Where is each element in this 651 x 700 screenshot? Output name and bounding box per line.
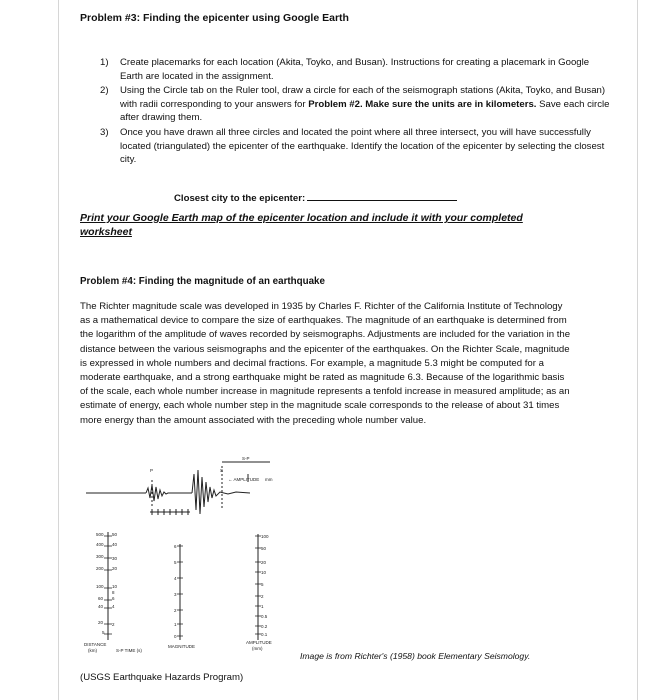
- richter-nomogram-figure: [80, 452, 290, 657]
- svg-text:10: 10: [261, 570, 267, 575]
- distance-scale: [96, 532, 118, 635]
- step-3: [100, 126, 612, 167]
- svg-text:2: 2: [261, 594, 264, 599]
- svg-text:1: 1: [174, 622, 177, 627]
- svg-text:4: 4: [112, 604, 115, 609]
- svg-text:0.2: 0.2: [261, 624, 268, 629]
- svg-text:50: 50: [261, 546, 267, 551]
- step-number: 1): [100, 57, 109, 68]
- svg-text:2: 2: [112, 622, 115, 627]
- step-number: 2): [100, 85, 109, 97]
- step-bold-ref: Problem #2.: [308, 98, 363, 110]
- svg-text:0.1: 0.1: [261, 632, 268, 637]
- svg-text:40: 40: [112, 542, 118, 547]
- svg-text:20: 20: [261, 560, 267, 565]
- svg-text:8: 8: [112, 590, 115, 595]
- mm-bottom-label: (mm): [252, 646, 263, 651]
- s-label: S: [220, 468, 224, 473]
- step-text: Create placemarks for each location (Akita, Toyko, and Busan). Instructions for creating a placemark in Google Earth are located in the assignment.: [120, 57, 590, 82]
- step-text: Once you have drawn all three circles and located the point where all three intersect, you will have successfully located (triangulated) the epicenter of the earthquake. Identify the location of the epicenter by selecting the closest city.: [120, 126, 605, 166]
- svg-text:30: 30: [112, 556, 118, 561]
- svg-text:10: 10: [112, 584, 118, 589]
- svg-text:4: 4: [174, 576, 177, 581]
- closest-city-label: Closest city to the epicenter:: [174, 193, 306, 204]
- source-citation: (USGS Earthquake Hazards Program): [80, 672, 244, 683]
- km-label: (km): [88, 648, 97, 653]
- p-label: P: [150, 468, 154, 473]
- mm-top-label: mm: [265, 477, 273, 482]
- svg-text:1: 1: [261, 604, 264, 609]
- magnitude-scale: [174, 544, 177, 639]
- closest-city-blank[interactable]: [307, 190, 457, 201]
- problem4-title: Problem #4: Finding the magnitude of an earthquake: [80, 276, 325, 287]
- step-text: Using the Circle tab on the Ruler tool, draw a circle for each of the seismograph stations (Akita, Toyko, and Busan) with radii corresponding to your answers for: [120, 85, 606, 110]
- svg-text:50: 50: [112, 532, 118, 537]
- figure-caption: Image is from Richter's (1958) book Elementary Seismology.: [300, 651, 531, 661]
- print-instruction: Print your Google Earth map of the epicenter location and include it with your completed worksheet: [80, 212, 523, 238]
- step-text-tail: Save each circle after drawing them.: [120, 98, 610, 124]
- amplitude-top-label: ← AMPLITUDE: [228, 477, 260, 482]
- svg-text:6: 6: [112, 596, 115, 601]
- p-wave-trace: [146, 485, 192, 501]
- svg-text:40: 40: [98, 604, 104, 609]
- svg-text:20: 20: [98, 620, 104, 625]
- magnitude-label: MAGNITUDE: [168, 644, 195, 649]
- svg-text:0.5: 0.5: [261, 614, 268, 619]
- step-1: [100, 56, 612, 83]
- step-bold-units: Make sure the units are in kilometers.: [362, 98, 537, 110]
- svg-text:3: 3: [174, 592, 177, 597]
- svg-text:300: 300: [96, 554, 104, 559]
- amplitude-scale: [261, 534, 269, 637]
- svg-text:100: 100: [96, 584, 104, 589]
- step-number: 3): [100, 126, 109, 138]
- closest-city-field[interactable]: [174, 190, 457, 204]
- richter-paragraph: The Richter magnitude scale was developed in 1935 by Charles F. Richter of the California Institute of Technology as a mathematical device to compare the size of earthquakes. The magnitude of an earthquake is determined from the logarithm of the amplitude of waves recorded by seismographs. Adjustments are included for the variation in the distance between the various seismographs and the epicenter of the earthquakes. On the Richter Scale, magnitude is expressed in whole numbers and decimal fractions. For example, a magnitude 5.3 might be computed for a moderate earthquake, and a strong earthquake might be rated as magnitude 6.3. Because of the logarithmic basis of the scale, each whole number increase in magnitude represents a tenfold increase in measured amplitude; as an estimate of energy, each whole number step in the magnitude scale corresponds to the release of about 31 times more energy than the amount associated with the preceding whole number value.: [80, 301, 571, 426]
- svg-text:5: 5: [174, 560, 177, 565]
- problem3-steps: [80, 56, 612, 168]
- svg-text:20: 20: [112, 566, 118, 571]
- svg-text:5: 5: [261, 582, 264, 587]
- svg-text:6: 6: [174, 544, 177, 549]
- distance-label: DISTANCE: [84, 642, 107, 647]
- amplitude-bottom-label: AMPLITUDE: [246, 640, 272, 645]
- svg-text:0: 0: [174, 634, 177, 639]
- svg-text:200: 200: [96, 566, 104, 571]
- svg-text:5: 5: [102, 630, 105, 635]
- svg-text:60: 60: [98, 596, 104, 601]
- sp-time-label: S-P TIME (s): [116, 648, 142, 653]
- sp-top-label: S-P: [242, 456, 250, 461]
- step-2: [100, 84, 612, 125]
- problem3-title: Problem #3: Finding the epicenter using Google Earth: [80, 12, 349, 24]
- svg-text:2: 2: [174, 608, 177, 613]
- svg-text:400: 400: [96, 542, 104, 547]
- svg-text:100: 100: [261, 534, 269, 539]
- svg-text:500: 500: [96, 532, 104, 537]
